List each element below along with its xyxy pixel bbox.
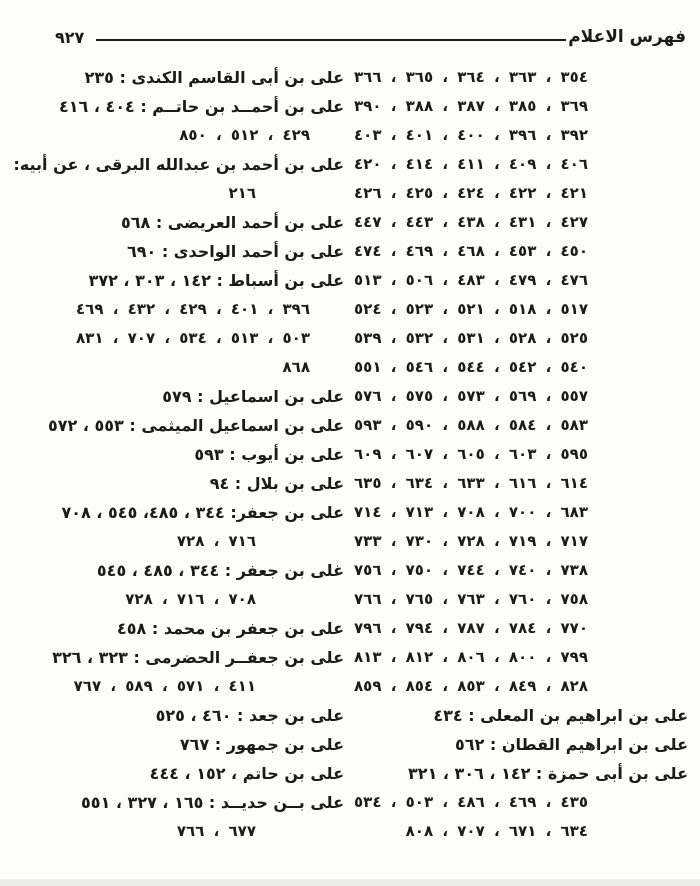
index-entry-line: على بن أبى القاسم الكندى : ٢٣٥ [84,68,344,87]
index-entry-line: على بن اسماعيل الميثمى : ٥٥٣ ، ٥٧٢ [47,416,344,435]
index-page-numbers-line: ٥٨٣ ، ٥٨٤ ، ٥٨٨ ، ٥٩٠ ، ٥٩٣ [354,416,588,434]
index-page-numbers-line: ٥٥٧ ، ٥٦٩ ، ٥٧٣ ، ٥٧٥ ، ٥٧٦ [354,387,588,405]
index-page-numbers-line: ٢١٦ [228,184,256,202]
index-page-numbers-line: ٦١٤ ، ٦١٦ ، ٦٣٣ ، ٦٣٤ ، ٦٣٥ [354,474,588,492]
page-title: فهرس الاعلام [568,27,686,47]
index-page-numbers-line: ٤٧٦ ، ٤٧٩ ، ٤٨٣ ، ٥٠٦ ، ٥١٣ [354,271,588,289]
index-page-numbers-line: ٥١٧ ، ٥١٨ ، ٥٢١ ، ٥٢٣ ، ٥٢٤ [354,300,588,318]
index-page-numbers-line: ٦٣٤ ، ٦٧١ ، ٧٠٧ ، ٨٠٨ [405,822,588,840]
index-page-numbers-line: ٥٢٥ ، ٥٢٨ ، ٥٣١ ، ٥٣٢ ، ٥٣٩ [354,329,588,347]
index-page-numbers-line: ٥٤٠ ، ٥٤٢ ، ٥٤٤ ، ٥٤٦ ، ٥٥١ [354,358,588,376]
index-page-numbers-line: ٧١٦ ، ٧٢٨ [176,532,256,550]
index-page-numbers-line: ٨٢٨ ، ٨٤٩ ، ٨٥٣ ، ٨٥٤ ، ٨٥٩ [354,677,588,695]
index-page-numbers-line: ٤٠٦ ، ٤٠٩ ، ٤١١ ، ٤١٤ ، ٤٢٠ [354,155,588,173]
index-page-numbers-line: ٣٩٦ ، ٤٠١ ، ٤٢٩ ، ٤٣٢ ، ٤٦٩ [76,300,310,318]
header-rule-line [96,39,566,41]
scan-bottom-edge [0,879,700,886]
index-entry-line: على بن ابراهيم القطان : ٥٦٢ [455,735,688,754]
index-column-right [354,63,688,846]
index-page-numbers-line: ٨٦٨ [282,358,310,376]
index-entry-line: على بن أحمــد بن حاتــم : ٤٠٤ ، ٤١٦ [58,97,344,116]
index-entry-line: على بن أحمد العريضى : ٥٦٨ [120,213,344,232]
index-page-numbers-line: ٦٧٧ ، ٧٦٦ [176,822,256,840]
index-page-numbers-line: ٣٦٩ ، ٣٨٥ ، ٣٨٧ ، ٣٨٨ ، ٣٩٠ [354,97,588,115]
index-entry-line: على بن جمهور : ٧٦٧ [179,735,344,754]
index-page-numbers-line: ٧٧٠ ، ٧٨٤ ، ٧٨٧ ، ٧٩٤ ، ٧٩٦ [354,619,588,637]
index-page-numbers-line: ٧٩٩ ، ٨٠٠ ، ٨٠٦ ، ٨١٢ ، ٨١٣ [354,648,588,666]
index-page-numbers-line: ٣٩٢ ، ٣٩٦ ، ٤٠٠ ، ٤٠١ ، ٤٠٣ [354,126,588,144]
index-page-numbers-line: ٤٢٧ ، ٤٣١ ، ٤٣٨ ، ٤٤٣ ، ٤٤٧ [354,213,588,231]
index-entry-line: على بن جعفر بن محمد : ٤٥٨ [116,619,344,638]
page-header [0,0,700,49]
index-entry-line: على بن جعفــر الحضرمى : ٣٢٣ ، ٣٢٦ [52,648,344,667]
index-page-numbers-line: ٧٠٨ ، ٧١٦ ، ٧٢٨ [125,590,256,608]
index-entry-line: غلى بن جعفر : ٣٤٤ ، ٤٨٥ ، ٥٤٥ [96,561,344,580]
index-entry-line: على بن أحمد الواحدى : ٦٩٠ [126,242,344,261]
index-page-numbers-line: ٧٣٨ ، ٧٤٠ ، ٧٤٤ ، ٧٥٠ ، ٧٥٦ [354,561,588,579]
index-columns [0,49,700,846]
page-number: ٩٢٧ [55,27,85,47]
index-page-numbers-line: ٦٨٣ ، ٧٠٠ ، ٧٠٨ ، ٧١٣ ، ٧١٤ [354,503,588,521]
index-page-numbers-line: ٤٣٥ ، ٤٦٩ ، ٤٨٦ ، ٥٠٣ ، ٥٣٤ [354,793,588,811]
index-entry-line: على بن حاتم ، ١٥٢ ، ٤٤٤ [149,764,344,783]
index-page-numbers-line: ٤٢٩ ، ٥١٢ ، ٨٥٠ [179,126,310,144]
index-column-left [14,63,344,846]
index-page-numbers-line: ٧٥٨ ، ٧٦٠ ، ٧٦٣ ، ٧٦٥ ، ٧٦٦ [354,590,588,608]
index-entry-line: على بن ابراهيم بن المعلى : ٤٣٤ [433,706,688,725]
index-entry-line: على بن جعفر: ٣٤٤ ، ٤٨٥، ٥٤٥ ، ٧٠٨ [61,503,344,522]
index-entry-line: على بن اسماعيل : ٥٧٩ [162,387,344,406]
index-page-numbers-line: ٤١١ ، ٥٧١ ، ٥٨٩ ، ٧٦٧ [73,677,256,695]
index-entry-line: على بن جعد : ٤٦٠ ، ٥٢٥ [155,706,344,725]
index-page-numbers-line: ٥٠٣ ، ٥١٣ ، ٥٣٤ ، ٧٠٧ ، ٨٣١ [76,329,310,347]
index-entry-line: على بــن حديــد : ١٦٥ ، ٣٢٧ ، ٥٥١ [81,793,344,812]
index-page-numbers-line: ٤٥٠ ، ٤٥٣ ، ٤٦٨ ، ٤٦٩ ، ٤٧٤ [354,242,588,260]
index-page-numbers-line: ٥٩٥ ، ٦٠٣ ، ٦٠٥ ، ٦٠٧ ، ٦٠٩ [354,445,588,463]
index-entry-line: على بن أحمد بن عبدالله البرقى ، عن أبيه: [13,155,344,174]
index-entry-line: على بن أيوب : ٥٩٣ [194,445,344,464]
index-entry-line: على بن بلال : ٩٤ [209,474,344,493]
index-page-numbers-line: ٣٥٤ ، ٣٦٣ ، ٣٦٤ ، ٣٦٥ ، ٣٦٦ [354,68,588,86]
index-entry-line: على بن أسباط : ١٤٢ ، ٣٠٣ ، ٣٧٢ [88,271,344,290]
index-entry-line: على بن أبى حمزة : ١٤٢ ، ٣٠٦ ، ٣٢١ [408,764,688,783]
index-page-numbers-line: ٧١٧ ، ٧١٩ ، ٧٢٨ ، ٧٣٠ ، ٧٣٣ [354,532,588,550]
index-page-numbers-line: ٤٢١ ، ٤٢٢ ، ٤٢٤ ، ٤٢٥ ، ٤٢٦ [354,184,588,202]
